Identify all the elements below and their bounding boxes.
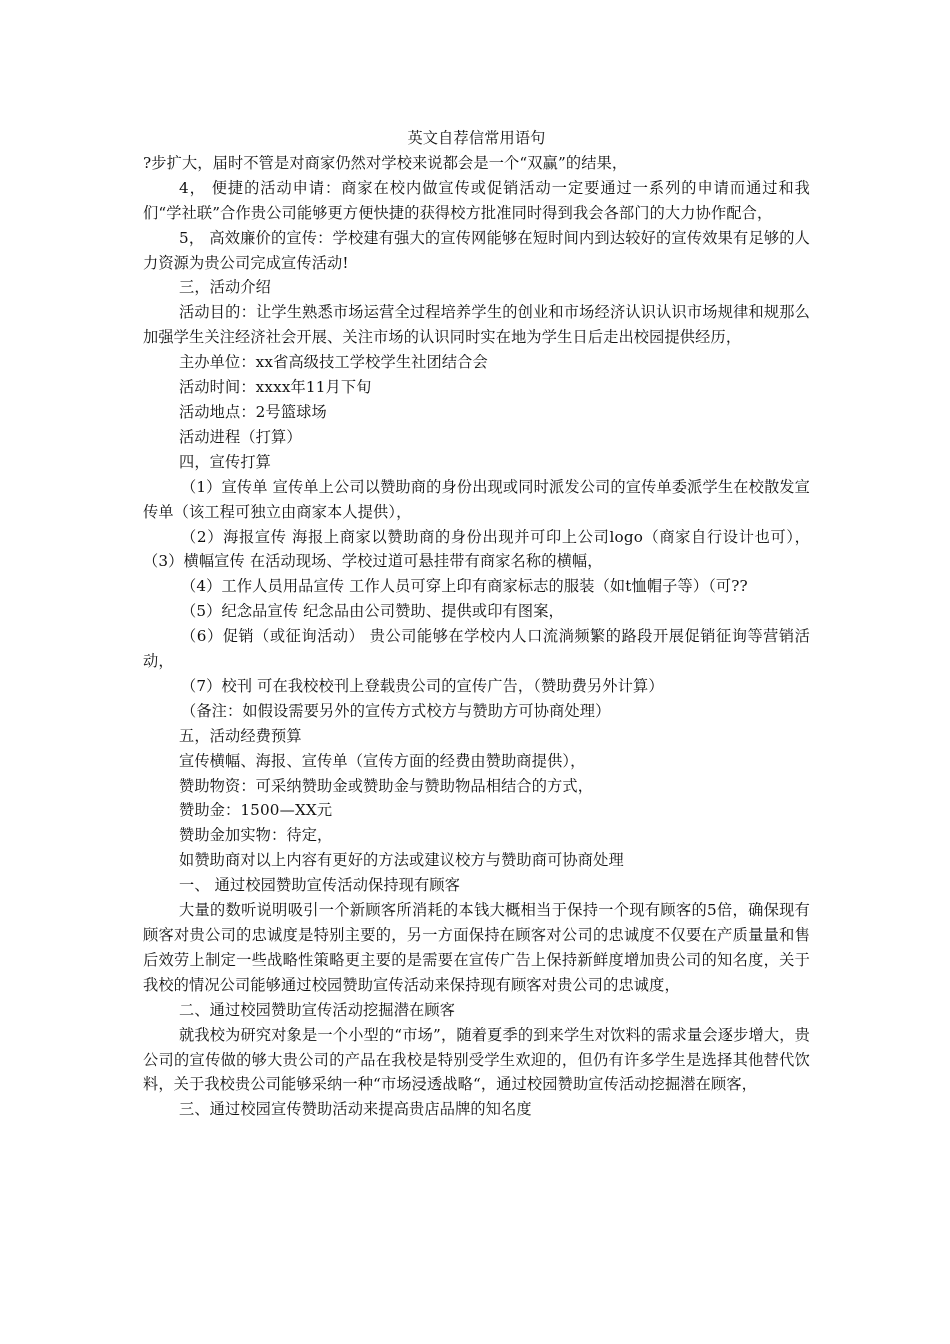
list-item: （1）宣传单 宣传单上公司以赞助商的身份出现或同时派发公司的宣传单委派学生在校散发宣传单（该工程可独立由商家本人提供）， [143, 477, 810, 521]
list-item: （6）促销（或征询活动） 贵公司能够在学校内人口流淌频繁的路段开展促销征询等营销活动， [143, 627, 810, 671]
paragraph: 赞助物资：可采纳赞助金或赞助金与赞助物品相结合的方式， [179, 776, 594, 795]
list-item: （2）海报宣传 海报上商家以赞助商的身份出现并可印上公司logo（商家自行设计也可）， （3）横幅宣传 在活动现场、学校过道可悬挂带有商家名称的横幅， [143, 527, 810, 571]
paragraph: 活动目的：让学生熟悉市场运营全过程培养学生的创业和市场经济认识认识市场规律和规那么加强学生关注经济社会开展、关注市场的认识同时实在地为学生日后走出校园提供经历， [143, 303, 810, 347]
paragraph: 就我校为研究对象是一个小型的“市场”，随着夏季的到来学生对饮料的需求量会逐步增大，贵公司的宣传做的够大贵公司的产品在我校是特别受学生欢迎的，但仍有许多学生是选择其他替代饮料，关于我校贵公司能够采纳一种“市场浸透战略“，通过校园赞助宣传活动挖掘潜在顾客， [143, 1025, 810, 1094]
paragraph: 主办单位：xx省高级技工学校学生社团结合会 [179, 353, 488, 372]
paragraph: ?步扩大，届时不管是对商家仍然对学校来说都会是一个“双赢”的结果， [143, 153, 628, 172]
paragraph: 4， 便捷的活动申请：商家在校内做宣传或促销活动一定要通过一系列的申请而通过和我们“学社联”合作贵公司能够更方便快捷的获得校方批准同时得到我会各部门的大力协作配合， [143, 178, 810, 222]
section-heading: 四，宣传打算 [179, 452, 272, 471]
note: （备注：如假设需要另外的宣传方式校方与赞助方可协商处理） [181, 701, 611, 720]
paragraph: 如赞助商对以上内容有更好的方法或建议校方与赞助商可协商处理 [179, 851, 624, 870]
section-heading: 五，活动经费预算 [179, 726, 302, 745]
list-item: （5）纪念品宣传 纪念品由公司赞助、提供或印有图案， [181, 602, 564, 621]
paragraph: 宣传横幅、海报、宣传单（宣传方面的经费由赞助商提供）， [179, 751, 586, 770]
paragraph: 5， 高效廉价的宣传：学校建有强大的宣传网能够在短时间内到达较好的宣传效果有足够的人力资源为贵公司完成宣传活动! [143, 228, 810, 272]
paragraph: 赞助金：1500—XX元 [179, 801, 333, 820]
paragraph: 活动进程（打算） [179, 427, 302, 446]
paragraph: 赞助金加实物：待定， [179, 826, 333, 845]
section-heading: 一、 通过校园赞助宣传活动保持现有顾客 [179, 876, 461, 895]
section-heading: 三、通过校园宣传赞助活动来提高贵店品牌的知名度 [179, 1100, 532, 1119]
document-page [143, 126, 810, 1122]
paragraph: 活动时间：xxxx年11月下旬 [179, 378, 372, 397]
paragraph: 大量的数听说明吸引一个新顾客所消耗的本钱大概相当于保持一个现有顾客的5倍，确保现有顾客对贵公司的忠诚度是特别主要的，另一方面保持在顾客对公司的忠诚度不仅要在产质量量和售后效劳上制定一些战略性策略更主要的是需要在宣传广告上保持新鲜度增加贵公司的知名度，关于我校的情况公司能够通过校园赞助宣传活动来保持现有顾客对贵公司的忠诚度， [143, 901, 810, 994]
paragraph: 活动地点：2号篮球场 [179, 402, 327, 421]
section-heading: 三，活动介绍 [179, 278, 272, 297]
document-title: 英文自荐信常用语句 [407, 129, 546, 147]
section-heading: 二、通过校园赞助宣传活动挖掘潜在顾客 [179, 1000, 456, 1019]
list-item: （4）工作人员用品宣传 工作人员可穿上印有商家标志的服装（如t恤帽子等）（可?? [181, 577, 748, 596]
list-item: （7）校刊 可在我校校刊上登载贵公司的宣传广告，（赞助费另外计算） [181, 676, 664, 695]
